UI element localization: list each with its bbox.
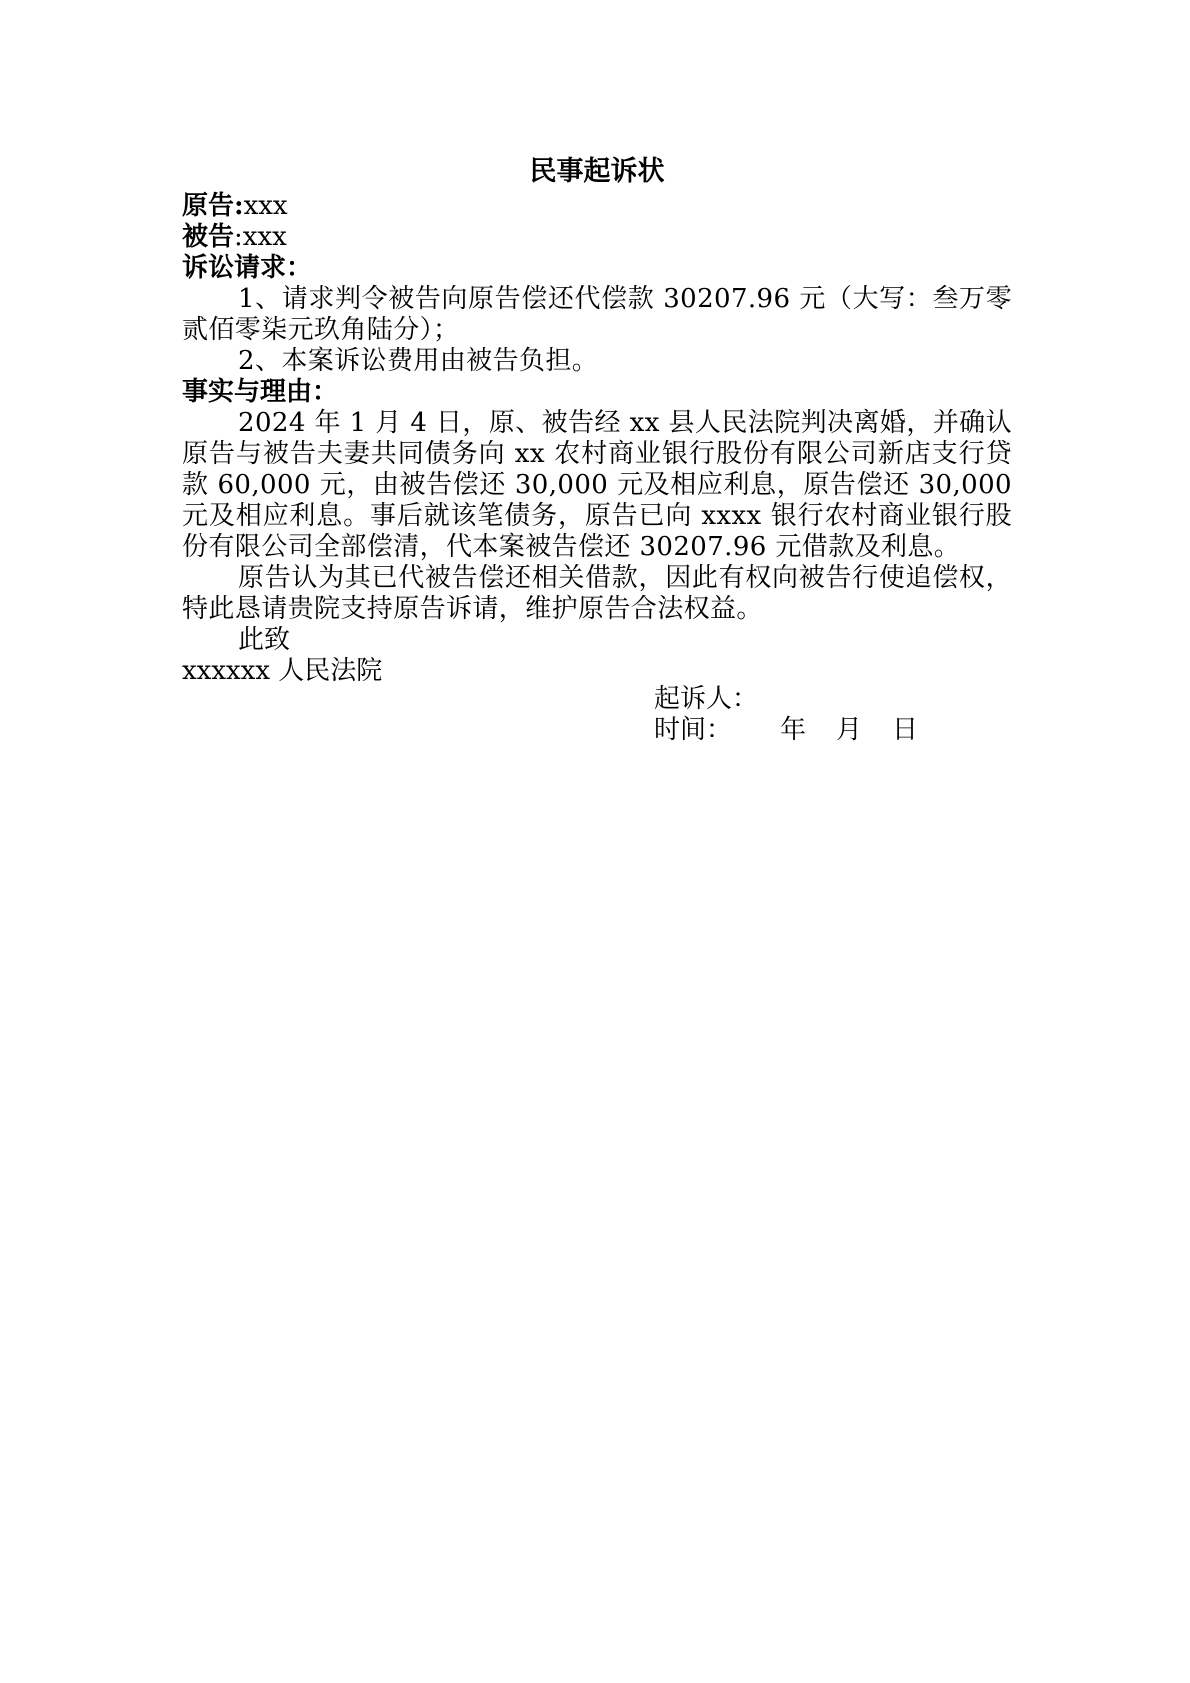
claim-item-2: 2、本案诉讼费用由被告负担。 <box>238 346 599 376</box>
document-title: 民事起诉状 <box>529 156 665 187</box>
claims-heading: 诉讼请求： <box>182 253 313 283</box>
facts-paragraph-1: 2024 年 1 月 4 日，原、被告经 xx 县人民法院判决离婚，并确认原告与被告夫妻共同债务向 xx 农村商业银行股份有限公司新店支行贷款 60,000 元，由被告偿还 30,000 元及相应利息，原告偿还 30,000 元及相应利息。事后就该笔债务，原告已向 xxxx 银行农村商业银行股份有限公司全部偿清，代本案被告偿还 30207.96 元借款及利息。 <box>182 408 1012 562</box>
month-label: 月 <box>836 715 863 745</box>
closing-salutation: 此致 <box>238 625 291 655</box>
court-name: xxxxxx 人民法院 <box>182 656 383 686</box>
defendant-line <box>182 222 1012 253</box>
day-label: 日 <box>892 715 919 745</box>
facts-paragraph-2: 原告认为其已代被告偿还相关借款，因此有权向被告行使追偿权，特此恳请贵院支持原告诉请，维护原告合法权益。 <box>182 563 1012 624</box>
defendant-value: :xxx <box>234 222 287 252</box>
facts-heading: 事实与理由： <box>182 377 339 407</box>
year-label: 年 <box>780 715 807 745</box>
document-body <box>182 154 1012 687</box>
claim-item-1: 1、请求判令被告向原告偿还代偿款 30207.96 元（大写：叁万零贰佰零柒元玖角陆分）； <box>182 284 1012 345</box>
date-row <box>654 715 918 746</box>
plaintiff-line <box>182 191 1012 222</box>
signature-block <box>654 684 918 746</box>
plaintiff-value: xxx <box>243 191 288 221</box>
defendant-label: 被告 <box>182 222 235 252</box>
signature-label: 起诉人： <box>654 684 759 714</box>
time-label: 时间： <box>654 715 733 745</box>
plaintiff-label: 原告: <box>182 191 244 221</box>
